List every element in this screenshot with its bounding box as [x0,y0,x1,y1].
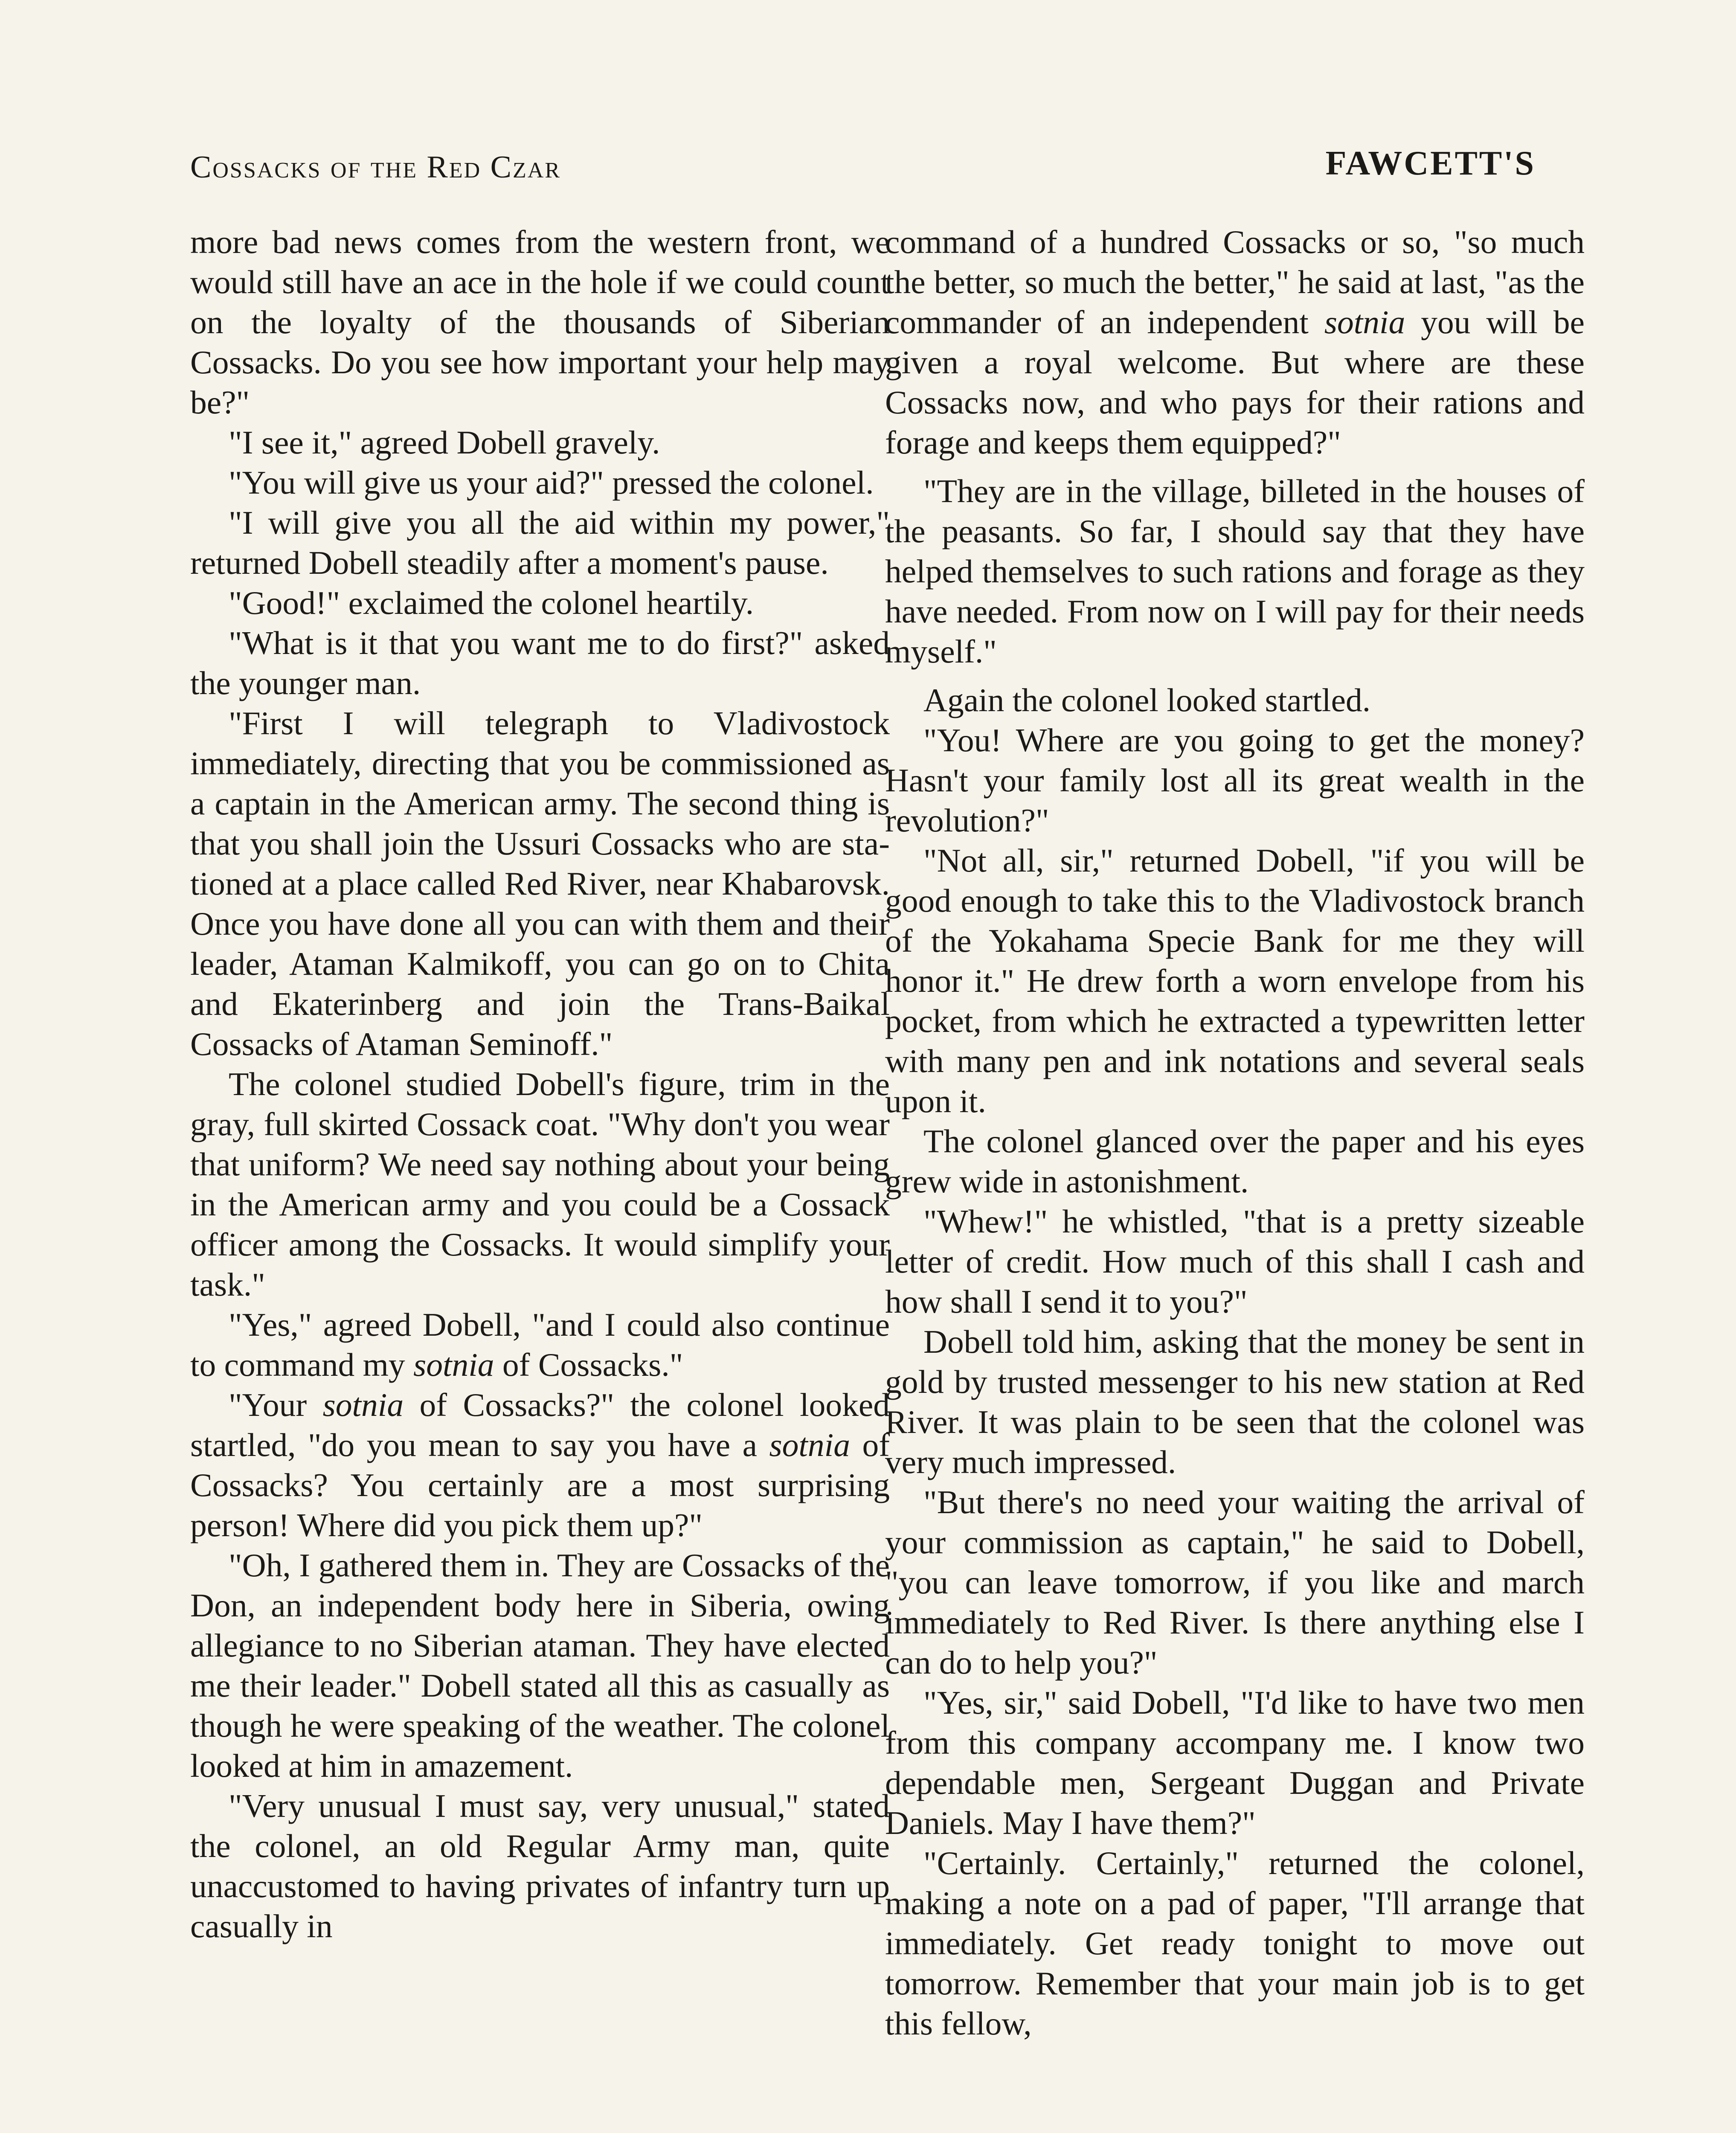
paragraph: "Oh, I gathered them in. They are Cossacks of the Don, an independent body here in Siberia, owing allegiance to no Siberian ataman. They have elected me their leader." Dobell stated all this as casually as though he were speaking of the weather. The colonel looked at him in amazement. [190,1547,890,1784]
left-text-column [190,222,890,1946]
paragraph: "You will give us your aid?" pressed the colonel. [229,464,874,501]
italic-term: sotnia [1324,304,1405,340]
paragraph: Dobell told him, asking that the money be sent in gold by trusted messenger to his new station at Red River. It was plain to be seen that the colonel was very much impressed. [885,1323,1585,1480]
italic-term: sotnia [413,1346,494,1383]
paragraph: "Very unusual I must say, very unusual," stated the colonel, an old Regular Army man, quite unaccustomed to having privates of infantry turn up casually in [190,1787,890,1944]
paragraph: "First I will telegraph to Vladivostock immediately, directing that you be commissioned as a captain in the American army. The second thing is that you shall join the Ussuri Cossacks who are stationed at a place called Red River, near Khabarovsk. Once you have done all you can with them and their leader, Ataman Kalmikoff, you can go on to Chita and Ekaterinberg and join the Trans-Baikal Cossacks of Ataman Seminoff." [190,705,890,1062]
paragraph: "Not all, sir," returned Dobell, "if you will be good enough to take this to the Vladivostock branch of the Yokahama Specie Bank for me they will honor it." He drew forth a worn envelope from his pocket, from which he extracted a typewritten letter with many pen and ink notations and several seals upon it. [885,842,1585,1119]
paragraph: "Good!" exclaimed the colonel heartily. [229,584,754,621]
paragraph: "But there's no need your waiting the arrival of your commission as captain," he said to Dobell, "you can leave tomorrow, if you like and march immediately to Red River. Is there anything else I can do to help you?" [885,1484,1585,1681]
italic-term: sotnia [322,1386,404,1423]
paragraph: The colonel glanced over the paper and his eyes grew wide in astonishment. [885,1123,1585,1200]
paragraph: "I will give you all the aid within my power," returned Dobell steadily after a moment's pause. [190,504,890,581]
running-head-magazine-title: FAWCETT'S [1325,145,1536,182]
right-text-column [885,222,1585,2043]
paragraph: The colonel studied Dobell's figure, trim in the gray, full skirted Cossack coat. "Why don't you wear that uniform? We need say nothing about your being in the American army and you could be a Cossack officer among the Cossacks. It would simplify your task." [190,1066,890,1303]
paragraph: "Yes," agreed Dobell, "and I could also continue to command my sotnia of Cossacks." [190,1306,890,1383]
paragraph: "You! Where are you going to get the money? Hasn't your family lost all its great wealth in the revolution?" [885,722,1585,839]
italic-term: sotnia [769,1427,850,1463]
paragraph: more bad news comes from the western front, we would still have an ace in the hole if we could count on the loyalty of the thousands of Siberian Cossacks. Do you see how important your help may be?" [190,224,890,421]
paragraph: "They are in the village, billeted in the houses of the peasants. So far, I should say that they have helped themselves to such rations and forage as they have needed. From now on I will pay for their needs myself." [885,473,1585,670]
paragraph: "I see it," agreed Dobell gravely. [229,424,660,461]
paragraph: "Whew!" he whistled, "that is a pretty sizeable letter of credit. How much of this shall I cash and how shall I send it to you?" [885,1203,1585,1320]
paragraph: "Certainly. Certainly," returned the colonel, making a note on a pad of paper, "I'll arrange that immediately. Get ready tonight to move out tomorrow. Remember that your main job is to get this fellow, [885,1845,1585,2042]
paragraph: "Yes, sir," said Dobell, "I'd like to have two men from this company accompany me. I know two dependable men, Sergeant Duggan and Private Daniels. May I have them?" [885,1684,1585,1841]
paragraph: "What is it that you want me to do first?" asked the younger man. [190,625,890,701]
paragraph: Again the colonel looked startled. [923,682,1371,718]
paragraph: "Your sotnia of Cossacks?" the colonel looked startled, "do you mean to say you have a sotnia of Cossacks? You certainly are a most surprising person! Where did you pick them up?" [190,1386,890,1543]
running-head-story-title: Cossacks of the Red Czar [190,150,561,185]
paragraph: command of a hundred Cossacks or so, "so much the better, so much the better," he said at last, "as the commander of an independent sotnia you will be given a royal welcome. But where are these Cossacks now, and who pays for their rations and forage and keeps them equipped?" [885,224,1585,461]
